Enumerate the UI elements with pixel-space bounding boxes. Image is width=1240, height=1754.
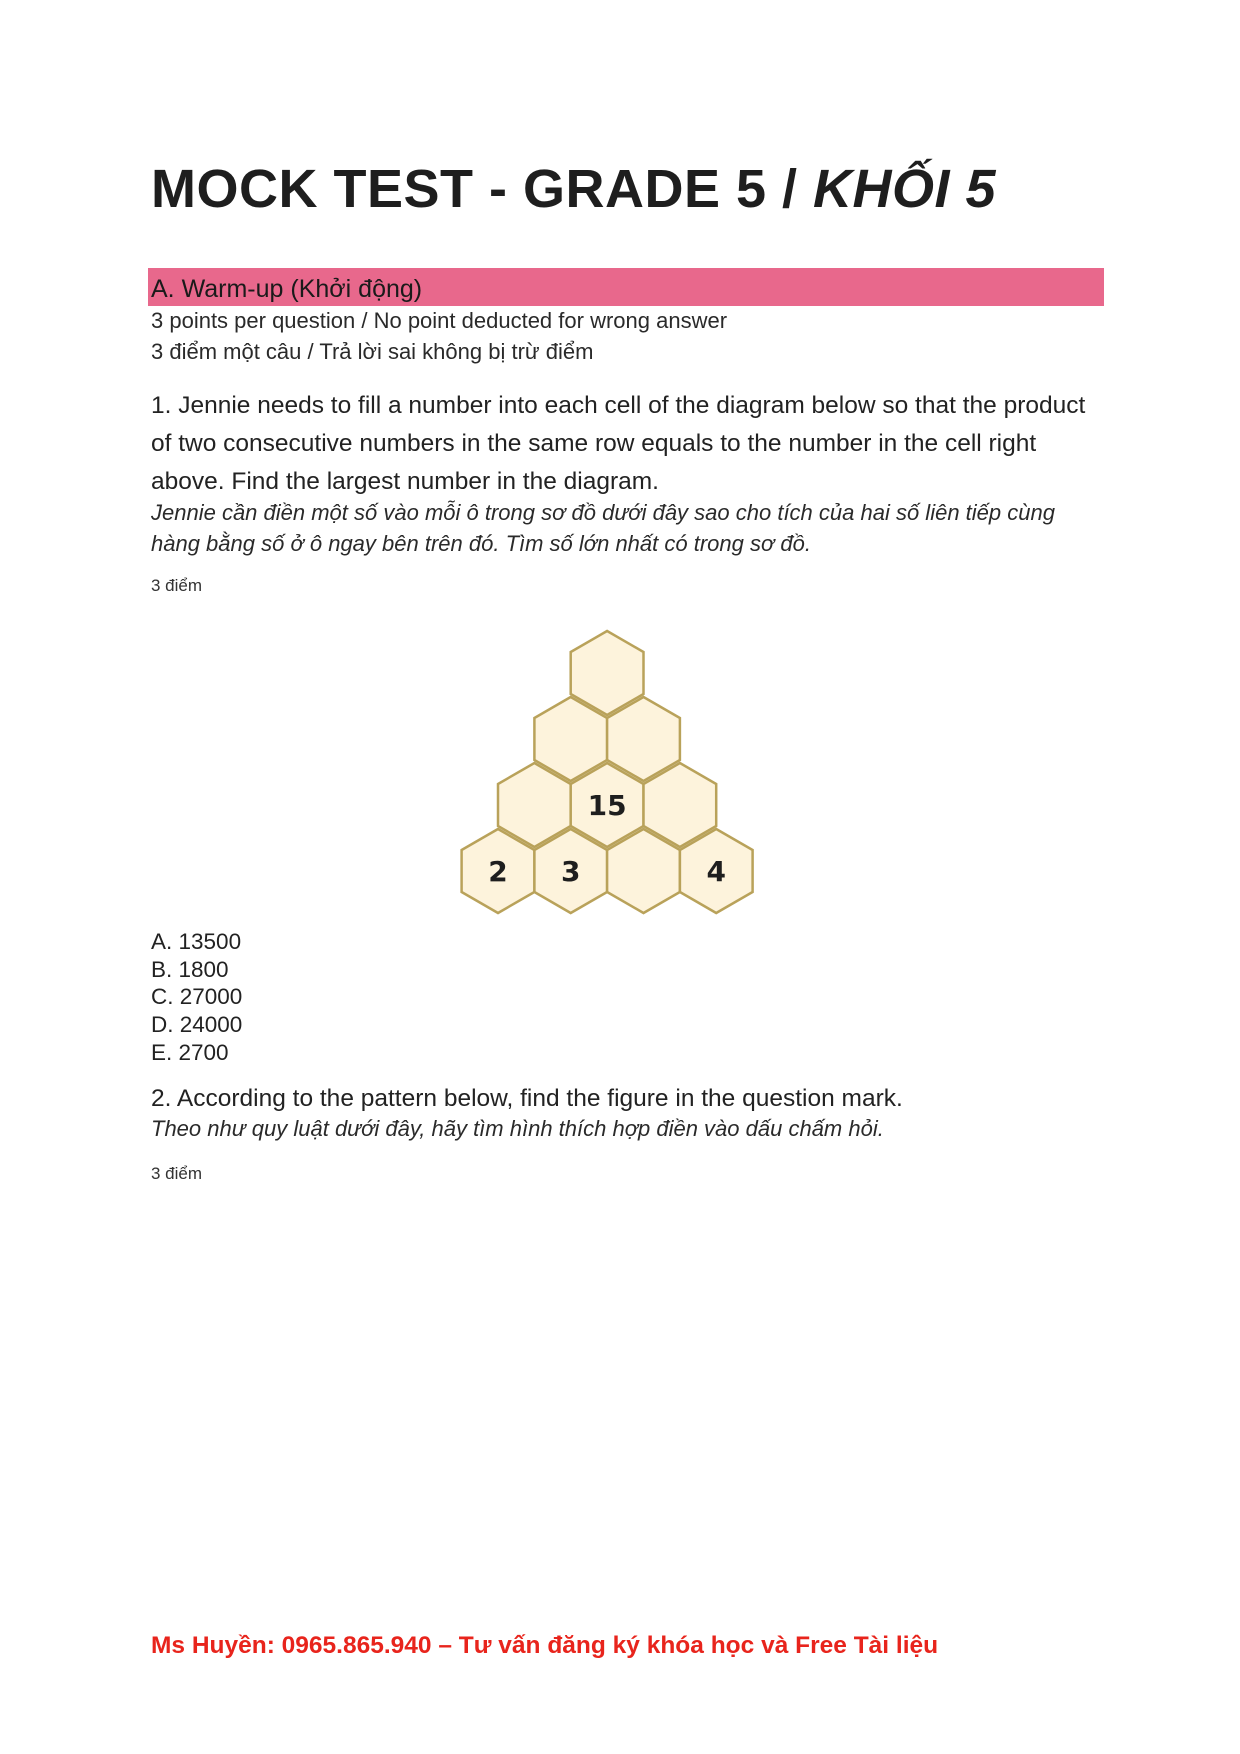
footer-contact: Ms Huyền: 0965.865.940 – Tư vấn đăng ký khóa học và Free Tài liệu (151, 1632, 939, 1659)
title-main: MOCK TEST - GRADE 5 / (151, 159, 814, 219)
option-d[interactable]: D. 24000 (151, 1012, 243, 1038)
hex-cell-value: 2 (488, 855, 508, 888)
hex-cell-value: 15 (587, 789, 627, 822)
question-2-points: 3 điểm (151, 1164, 203, 1183)
option-e[interactable]: E. 2700 (151, 1039, 229, 1065)
option-c[interactable]: C. 27000 (151, 984, 243, 1010)
option-b[interactable]: B. 1800 (151, 956, 229, 982)
option-a[interactable]: A. 13500 (151, 929, 242, 954)
scoring-rule-vi: 3 điểm một câu / Trả lời sai không bị trừ điểm (151, 339, 594, 364)
question-1-options (151, 928, 242, 1067)
question-2-text-vi: Theo như quy luật dưới đây, hãy tìm hình thích hợp điền vào dấu chấm hỏi. (151, 1116, 884, 1141)
scoring-rule-en: 3 points per question / No point deducted for wrong answer (151, 308, 728, 333)
question-2-text-en: 2. According to the pattern below, find the figure in the question mark. (151, 1085, 903, 1112)
hexagon-pyramid-diagram (460, 626, 780, 926)
hex-cell-value: 4 (706, 855, 726, 888)
title-italic: KHỐI 5 (813, 159, 997, 219)
section-title: A. Warm-up (Khởi động) (151, 275, 423, 303)
question-1-points: 3 điểm (151, 576, 203, 595)
question-1-text-en: 1. Jennie needs to fill a number into each cell of the diagram below so that the product of two consecutive numbers in the same row equals to the number in the cell right above. Find the largest number in the diagram. (151, 392, 1086, 495)
hex-cell-value: 3 (561, 855, 581, 888)
page-title (151, 158, 996, 220)
question-1-text-vi: Jennie cần điền một số vào mỗi ô trong sơ đồ dưới đây sao cho tích của hai số liên tiếp cùng hàng bằng số ở ô ngay bên trên đó. Tìm số lớn nhất có trong sơ đồ. (151, 500, 1055, 556)
